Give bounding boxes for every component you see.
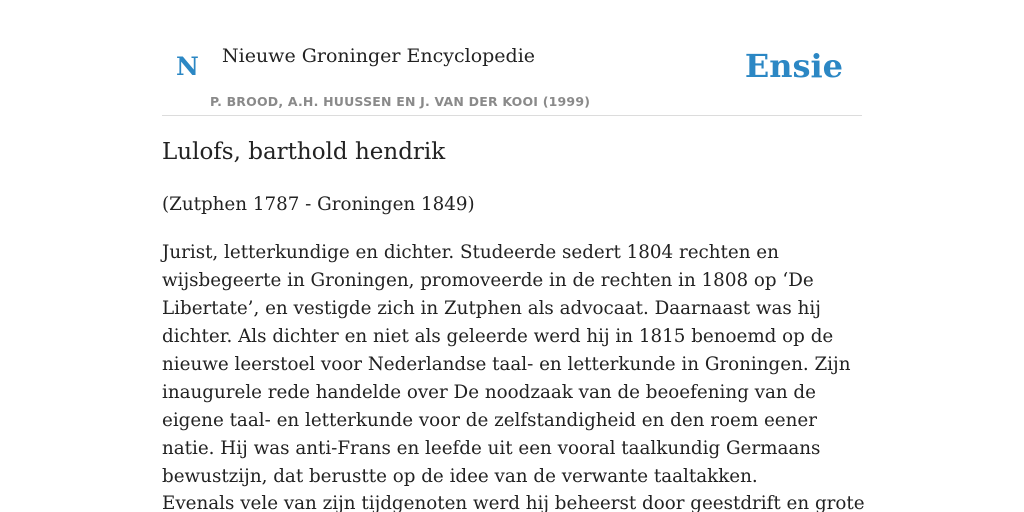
article-container [162,0,865,512]
entry-subtitle: (Zutphen 1787 - Groningen 1849) [162,194,475,215]
entry-paragraph: Jurist, letterkundige en dichter. Studeerde sedert 1804 rechten en wijsbegeerte in Groningen, promoveerde in de rechten in 1808 op ‘De Libertate’, en vestigde zich in Zutphen als advocaat. Daarnaast was hij dichter. Als dichter en niet als geleerde werd hij in 1815 benoemd op de nieuwe leerstoel voor Nederlandse taal- en letterkunde in Groningen. Zijn inaugurele rede handelde over De noodzaak van de beoefening van de eigene taal- en letterkunde voor de zelfstandigheid en den roem eener natie. Hij was anti-Frans en leefde uit een vooral taalkundig Germaans bewustzijn, dat berustte op de idee van de verwante taaltakken. [162,242,851,487]
encyclopedia-title-link[interactable]: Nieuwe Groninger Encyclopedie [222,45,536,67]
ensie-brand-logo[interactable]: Ensie [744,47,843,85]
entry-paragraph: Evenals vele van zijn tijdgenoten werd hij beheerst door geestdrift en grote [162,493,865,512]
source-header [162,0,862,116]
source-authors: P. BROOD, A.H. HUUSSEN EN J. VAN DER KOOI (1999) [210,94,591,109]
entry-title: Lulofs, barthold hendrik [162,139,446,165]
encyclopedia-logo[interactable]: N [176,52,199,81]
